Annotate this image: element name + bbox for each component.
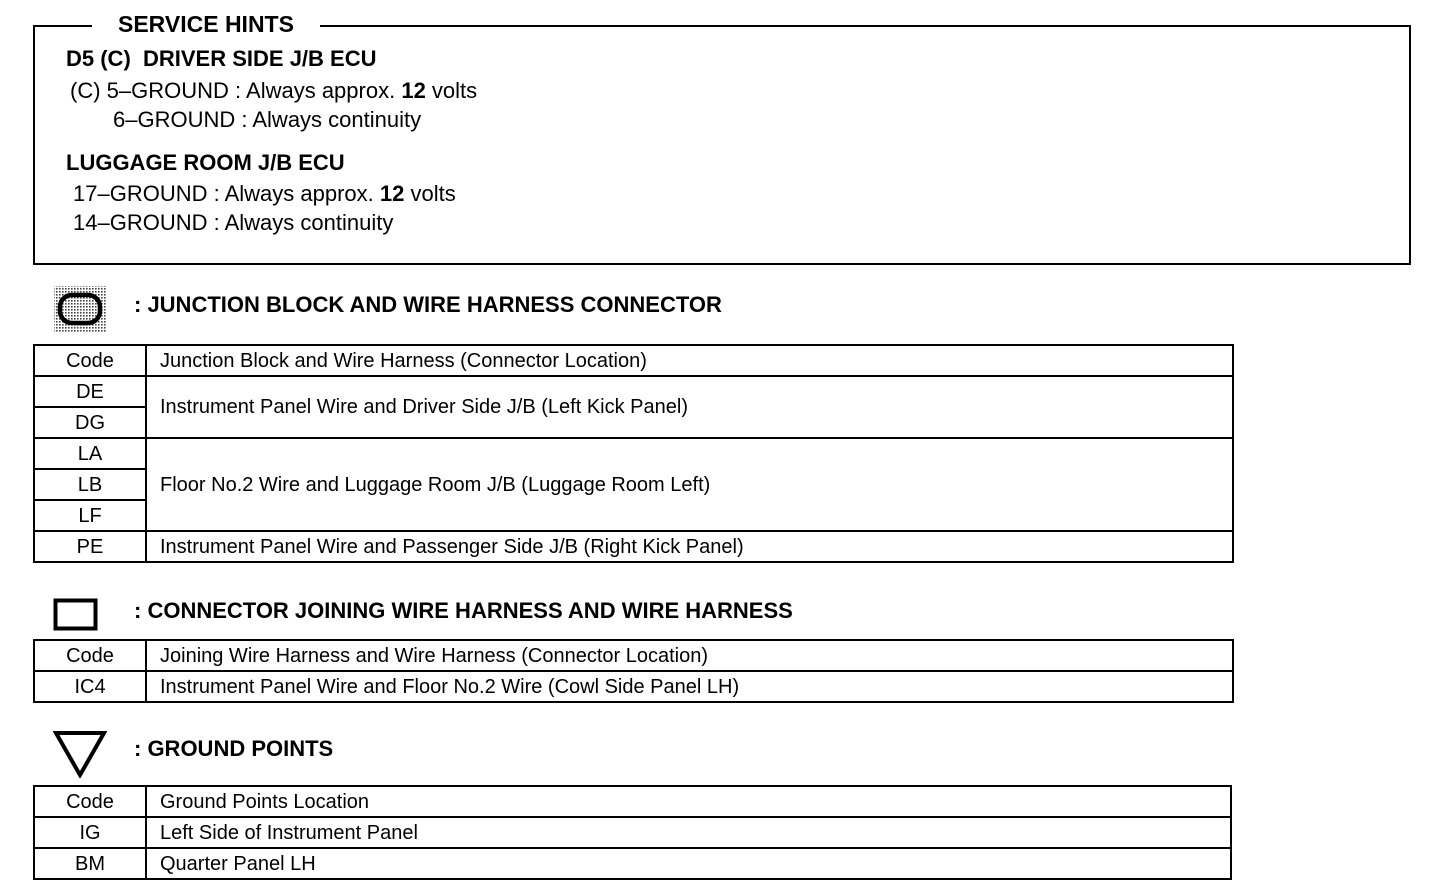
code-cell: IG: [34, 817, 146, 848]
junction-block-connector-icon: [53, 285, 107, 333]
table-row: [34, 848, 1231, 879]
location-cell: Quarter Panel LH: [146, 848, 1231, 879]
table-row: [34, 531, 1233, 562]
code-header: Code: [34, 640, 146, 671]
hint-line: 17–GROUND : Always approx. 12 volts: [73, 181, 456, 206]
code-cell: IC4: [34, 671, 146, 702]
hint-line: 14–GROUND : Always continuity: [73, 210, 394, 235]
location-cell: Left Side of Instrument Panel: [146, 817, 1231, 848]
location-cell: Instrument Panel Wire and Passenger Side J/B (Right Kick Panel): [146, 531, 1233, 562]
luggage-room-jb-heading: LUGGAGE ROOM J/B ECU: [66, 150, 345, 175]
location-cell: Instrument Panel Wire and Driver Side J/B (Left Kick Panel): [146, 376, 1233, 438]
code-cell: BM: [34, 848, 146, 879]
hint-line: (C) 5–GROUND : Always approx. 12 volts: [70, 78, 478, 103]
location-header: Joining Wire Harness and Wire Harness (Connector Location): [146, 640, 1233, 671]
table-row: [34, 817, 1231, 848]
code-header: Code: [34, 345, 146, 376]
table-row: [34, 376, 1233, 407]
location-cell: Floor No.2 Wire and Luggage Room J/B (Luggage Room Left): [146, 438, 1233, 531]
wire-harness-connector-icon: [53, 598, 99, 632]
code-cell: DE: [34, 376, 146, 407]
ground-points-title: : GROUND POINTS: [134, 736, 334, 761]
code-cell: DG: [34, 407, 146, 438]
table-row: [34, 671, 1233, 702]
joining-connector-title: : CONNECTOR JOINING WIRE HARNESS AND WIRE HARNESS: [134, 598, 793, 623]
driver-side-jb-heading: D5 (C) DRIVER SIDE J/B ECU: [66, 46, 377, 71]
table-header-row: [34, 786, 1231, 817]
junction-block-table: [33, 344, 1234, 563]
table-row: [34, 438, 1233, 469]
joining-connector-table: [33, 639, 1234, 703]
location-header: Ground Points Location: [146, 786, 1231, 817]
service-hints-title: SERVICE HINTS: [92, 10, 320, 38]
table-header-row: [34, 640, 1233, 671]
ground-points-table: [33, 785, 1232, 880]
hint-line: 6–GROUND : Always continuity: [113, 107, 422, 132]
code-header: Code: [34, 786, 146, 817]
junction-block-title: : JUNCTION BLOCK AND WIRE HARNESS CONNECTOR: [134, 292, 722, 317]
location-header: Junction Block and Wire Harness (Connector Location): [146, 345, 1233, 376]
location-cell: Instrument Panel Wire and Floor No.2 Wire (Cowl Side Panel LH): [146, 671, 1233, 702]
code-cell: LA: [34, 438, 146, 469]
code-cell: LB: [34, 469, 146, 500]
table-header-row: [34, 345, 1233, 376]
code-cell: LF: [34, 500, 146, 531]
code-cell: PE: [34, 531, 146, 562]
ground-point-triangle-icon: [53, 730, 107, 778]
